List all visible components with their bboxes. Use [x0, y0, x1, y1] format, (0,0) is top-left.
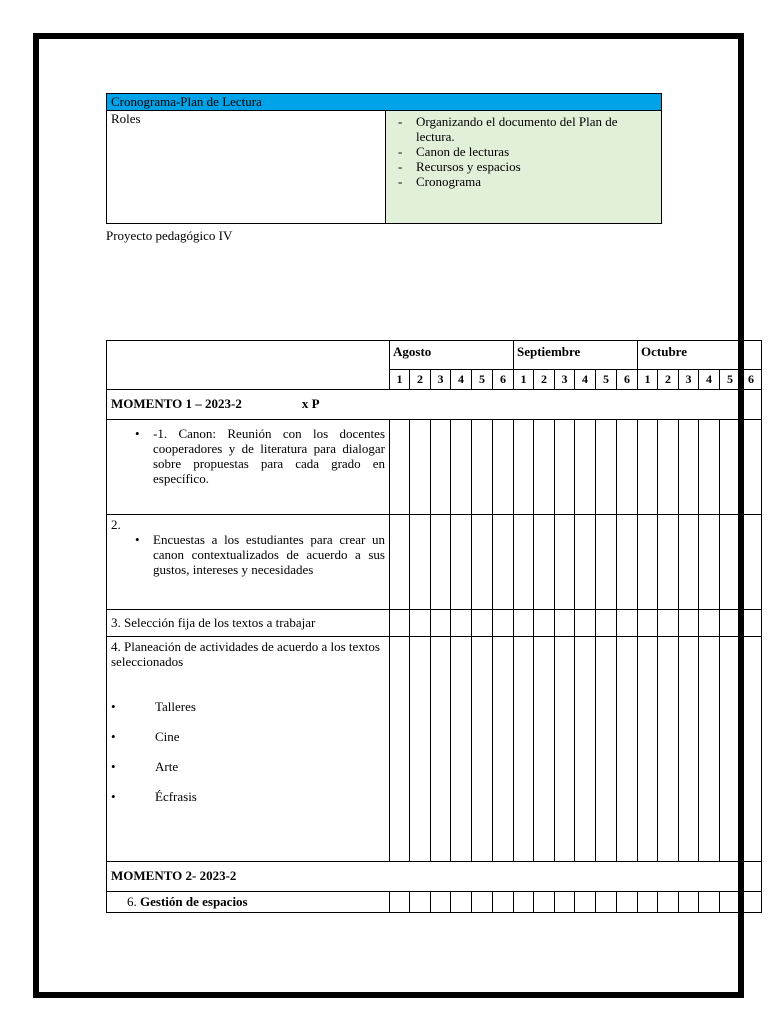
roles-list — [390, 114, 657, 189]
schedule-cell — [534, 515, 555, 610]
schedule-cell — [679, 610, 699, 637]
week-number: 2 — [658, 370, 679, 390]
activity-1-cell — [107, 420, 390, 515]
schedule-cell — [699, 637, 720, 862]
table-row — [107, 610, 762, 637]
schedule-cell — [514, 892, 534, 913]
schedule-cell — [451, 637, 472, 862]
schedule-cell — [410, 892, 431, 913]
schedule-cell — [514, 420, 534, 515]
schedule-cell — [617, 637, 638, 862]
week-number: 4 — [575, 370, 596, 390]
schedule-cell — [451, 420, 472, 515]
schedule-cell — [658, 637, 679, 862]
schedule-cell — [575, 637, 596, 862]
week-number: 4 — [699, 370, 720, 390]
schedule-cell — [741, 420, 762, 515]
schedule-cell — [617, 892, 638, 913]
schedule-cell — [390, 515, 410, 610]
schedule-cell — [720, 420, 741, 515]
schedule-cell — [741, 515, 762, 610]
schedule-cell — [596, 610, 617, 637]
schedule-table — [106, 340, 762, 913]
schedule-cell — [514, 637, 534, 862]
schedule-cell — [410, 420, 431, 515]
schedule-cell — [472, 892, 493, 913]
week-number: 6 — [493, 370, 514, 390]
schedule-cell — [575, 515, 596, 610]
schedule-cell — [699, 515, 720, 610]
schedule-cell — [658, 515, 679, 610]
week-number: 4 — [451, 370, 472, 390]
table-row — [107, 420, 762, 515]
activity-4-item: • Talleres — [111, 699, 385, 714]
schedule-cell — [431, 892, 451, 913]
week-number: 1 — [390, 370, 410, 390]
roles-item: - Organizando el documento del Plan de lectura. — [390, 114, 626, 144]
activity-4-item: • Écfrasis — [111, 789, 385, 804]
activity-2: • Encuestas a los estudiantes para crear un canon contextualizados de acuerdo a sus gustos, intereses y necesidades — [111, 532, 385, 577]
schedule-cell — [493, 637, 514, 862]
schedule-cell — [617, 610, 638, 637]
schedule-cell — [431, 515, 451, 610]
schedule-cell — [617, 515, 638, 610]
moment-1-title: MOMENTO 1 – 2023-2 — [111, 396, 242, 411]
roles-label: Roles — [107, 111, 386, 224]
schedule-cell — [658, 610, 679, 637]
schedule-cell — [390, 637, 410, 862]
week-number: 5 — [720, 370, 741, 390]
week-number: 3 — [431, 370, 451, 390]
activity-4-item: • Cine — [111, 729, 385, 744]
table-row — [107, 892, 762, 913]
schedule-cell — [596, 420, 617, 515]
roles-item: - Canon de lecturas — [390, 144, 626, 159]
schedule-cell — [534, 892, 555, 913]
week-number: 6 — [741, 370, 762, 390]
activity-4-item: • Arte — [111, 759, 385, 774]
activity-4-cell — [107, 637, 390, 862]
month-octubre: Octubre — [638, 341, 762, 370]
schedule-cell — [741, 892, 762, 913]
schedule-cell — [472, 610, 493, 637]
schedule-cell — [431, 610, 451, 637]
week-number: 3 — [555, 370, 575, 390]
month-septiembre: Septiembre — [514, 341, 638, 370]
schedule-cell — [534, 420, 555, 515]
table-row — [107, 637, 762, 862]
schedule-cell — [555, 892, 575, 913]
activity-2-number: 2. — [111, 517, 121, 532]
schedule-cell — [555, 420, 575, 515]
schedule-cell — [493, 892, 514, 913]
schedule-cell — [493, 420, 514, 515]
project-label: Proyecto pedagógico IV — [106, 228, 233, 243]
moment-1-tag: x P — [301, 396, 320, 411]
schedule-cell — [472, 515, 493, 610]
roles-list-cell — [386, 111, 662, 224]
schedule-cell — [451, 515, 472, 610]
schedule-cell — [720, 515, 741, 610]
schedule-cell — [390, 420, 410, 515]
schedule-cell — [534, 637, 555, 862]
schedule-cell — [431, 420, 451, 515]
moment-row — [107, 862, 762, 892]
schedule-cell — [555, 637, 575, 862]
schedule-cell — [699, 892, 720, 913]
week-number: 2 — [534, 370, 555, 390]
schedule-cell — [575, 420, 596, 515]
roles-item: - Cronograma — [390, 174, 626, 189]
schedule-cell — [699, 420, 720, 515]
schedule-cell — [493, 515, 514, 610]
schedule-cell — [638, 515, 658, 610]
moment-2-header: MOMENTO 2- 2023-2 — [107, 862, 762, 892]
schedule-cell — [514, 515, 534, 610]
schedule-cell — [720, 610, 741, 637]
activity-6-cell — [107, 892, 390, 913]
schedule-cell — [679, 515, 699, 610]
week-number: 3 — [679, 370, 699, 390]
schedule-cell — [720, 892, 741, 913]
schedule-cell — [720, 637, 741, 862]
schedule-cell — [390, 610, 410, 637]
month-agosto: Agosto — [390, 341, 514, 370]
schedule-cell — [658, 420, 679, 515]
schedule-cell — [534, 610, 555, 637]
schedule-cell — [410, 515, 431, 610]
schedule-cell — [638, 892, 658, 913]
schedule-cell — [493, 610, 514, 637]
schedule-cell — [699, 610, 720, 637]
week-number: 5 — [596, 370, 617, 390]
schedule-cell — [617, 420, 638, 515]
activity-1: • -1. Canon: Reunión con los docentes cooperadores y de literatura para dialogar sobre propuestas para cada grado en específico. — [111, 426, 385, 486]
activity-3: 3. Selección fija de los textos a trabajar — [107, 610, 390, 637]
schedule-cell — [638, 610, 658, 637]
roles-table — [106, 93, 662, 224]
week-number: 6 — [617, 370, 638, 390]
schedule-cell — [555, 610, 575, 637]
schedule-cell — [658, 892, 679, 913]
schedule-cell — [679, 420, 699, 515]
schedule-cell — [596, 515, 617, 610]
header-blank — [107, 341, 390, 390]
schedule-cell — [555, 515, 575, 610]
schedule-cell — [575, 892, 596, 913]
schedule-cell — [431, 637, 451, 862]
schedule-cell — [638, 420, 658, 515]
schedule-cell — [596, 892, 617, 913]
schedule-cell — [472, 637, 493, 862]
schedule-cell — [472, 420, 493, 515]
activity-4: 4. Planeación de actividades de acuerdo a los textos seleccionados — [111, 639, 380, 669]
month-header-row — [107, 341, 762, 370]
schedule-cell — [514, 610, 534, 637]
week-number: 5 — [472, 370, 493, 390]
schedule-cell — [575, 610, 596, 637]
roles-item: - Recursos y espacios — [390, 159, 626, 174]
schedule-cell — [741, 637, 762, 862]
week-number: 1 — [638, 370, 658, 390]
schedule-cell — [390, 892, 410, 913]
schedule-cell — [451, 610, 472, 637]
moment-1-header — [107, 390, 762, 420]
schedule-cell — [451, 892, 472, 913]
table-title: Cronograma-Plan de Lectura — [107, 94, 662, 111]
activity-2-cell — [107, 515, 390, 610]
activity-6-number: 6. — [127, 894, 137, 909]
schedule-cell — [596, 637, 617, 862]
schedule-cell — [410, 610, 431, 637]
table-row — [107, 515, 762, 610]
schedule-cell — [679, 637, 699, 862]
schedule-cell — [741, 610, 762, 637]
schedule-cell — [410, 637, 431, 862]
week-number: 2 — [410, 370, 431, 390]
moment-row — [107, 390, 762, 420]
schedule-cell — [679, 892, 699, 913]
week-number: 1 — [514, 370, 534, 390]
schedule-cell — [638, 637, 658, 862]
activity-6: Gestión de espacios — [140, 894, 248, 909]
